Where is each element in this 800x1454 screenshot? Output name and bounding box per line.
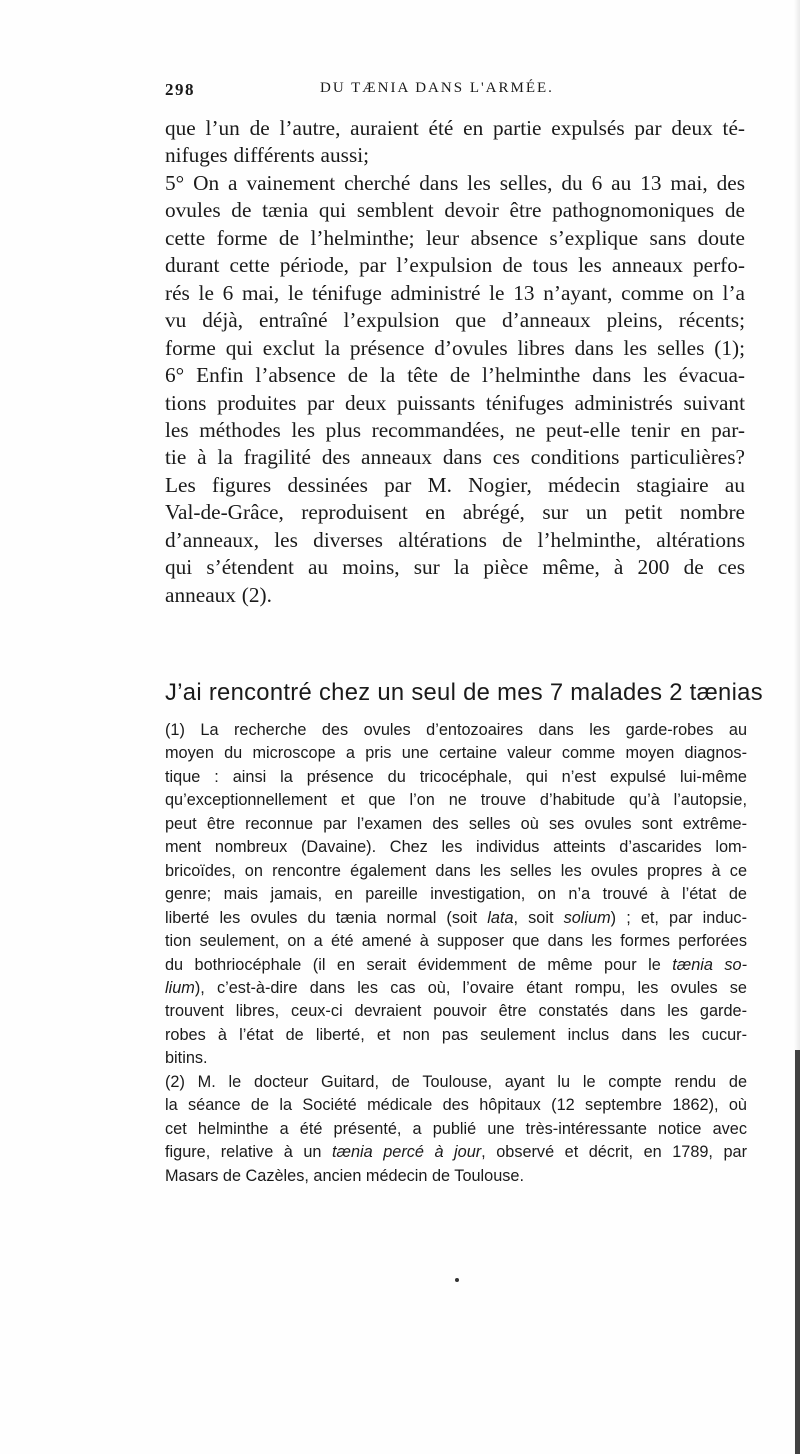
page-header xyxy=(165,80,745,102)
text-line: vu déjà, entraîné l’expulsion que d’anneaux pleins, récents; xyxy=(165,308,745,333)
text-line: tie à la fragilité des anneaux dans ces conditions particulières? xyxy=(165,445,745,470)
italic-term: lata xyxy=(487,908,514,927)
footnote-line: robes à l’état de liberté, et non pas seulement inclus dans les cucur- xyxy=(165,1025,747,1044)
footnote-line: genre; mais jamais, en pareille investigation, on n’a trouvé à l’état de xyxy=(165,885,747,904)
text-line: cette forme de l’helminthe; leur absence s’explique sans doute xyxy=(165,225,745,250)
text-line: ovules de tænia qui semblent devoir être pathognomoniques de xyxy=(165,198,745,223)
footnote-line: la séance de la Société médicale des hôpitaux (12 septembre 1862), où xyxy=(165,1096,747,1115)
footnote-line xyxy=(165,1141,747,1164)
italic-term: lium xyxy=(165,978,195,997)
main-text xyxy=(165,115,745,609)
footnote-fragment: , observé et décrit, en 1789, par xyxy=(481,1143,747,1162)
text-line: anneaux (2). xyxy=(165,582,272,607)
text-line: nifuges différents aussi; xyxy=(165,143,370,168)
text-line: rés le 6 mai, le ténifuge administré le 13 n’ayant, comme on l’a xyxy=(165,280,745,305)
footnote-line: tique : ainsi la présence du tricocéphale, qui n’est expulsé lui-même xyxy=(165,767,747,786)
footnote-fragment: ), c’est-à-dire dans les cas où, l’ovaire étant rompu, les ovules se xyxy=(194,978,747,997)
page-edge-dark xyxy=(795,1050,800,1454)
running-title: DU TÆNIA DANS L'ARMÉE. xyxy=(320,80,554,96)
text-line: Les figures dessinées par M. Nogier, médecin stagiaire au xyxy=(165,472,745,497)
text-line: qui s’étendent au moins, sur la pièce même, à 200 de ces xyxy=(165,555,745,580)
italic-term: tænia percé à jour xyxy=(331,1143,482,1162)
footnote-line: moyen du microscope a pris une certaine valeur comme moyen diagnos- xyxy=(165,744,747,763)
footnote-line: cet helminthe a été présenté, a publié une très-intéressante notice avec xyxy=(165,1119,747,1138)
footnote-line: bitins. xyxy=(165,1049,208,1068)
text-line: durant cette période, par l’expulsion de tous les anneaux perfo- xyxy=(165,253,745,278)
text-line: Val-de-Grâce, reproduisent en abrégé, sur un petit nombre xyxy=(165,500,745,525)
footnote-line: (2) M. le docteur Guitard, de Toulouse, ayant lu le compte rendu de xyxy=(165,1072,747,1091)
text-line: tions produites par deux puissants ténifuges administrés suivant xyxy=(165,390,745,415)
footnotes xyxy=(165,719,747,1188)
large-type-line: J’ai rencontré chez un seul de mes 7 malades 2 tænias xyxy=(165,679,763,706)
footnote-fragment: figure, relative à un xyxy=(165,1143,332,1162)
text-line: forme qui exclut la présence d’ovules libres dans les selles (1); xyxy=(165,335,745,360)
footnote-line: qu’exceptionnellement et que l’on ne trouve d’habitude qu’à l’autopsie, xyxy=(165,791,747,810)
footnote-line xyxy=(165,907,747,930)
italic-term: tænia so- xyxy=(672,955,747,974)
footnote-fragment: ) ; et, par induc- xyxy=(610,908,747,927)
text-line: d’anneaux, les diverses altérations de l’helminthe, altérations xyxy=(165,527,745,552)
italic-term: solium xyxy=(563,908,611,927)
footnote-line xyxy=(165,954,747,977)
footnote-line: peut être reconnue par l’examen des selles où ses ovules sont extrême- xyxy=(165,814,747,833)
footnote-line xyxy=(165,977,747,1000)
text-line: que l’un de l’autre, auraient été en partie expulsés par deux té- xyxy=(165,116,745,140)
footnote-line: tion seulement, on a été amené à supposer que dans les formes perforées xyxy=(165,932,747,951)
footnote-line: (1) La recherche des ovules d’entozoaires dans les garde-robes au xyxy=(165,721,747,739)
footnote-line: trouvent libres, ceux-ci devraient pouvoir être constatés dans les garde- xyxy=(165,1002,747,1021)
page-number: 298 xyxy=(165,80,195,99)
text-line: les méthodes les plus recommandées, ne peut-elle tenir en par- xyxy=(165,417,745,442)
footnote-fragment: , soit xyxy=(513,908,564,927)
footnote-line: bricoïdes, on rencontre également dans les selles les ovules propres à ce xyxy=(165,861,747,880)
text-line: 6° Enfin l’absence de la tête de l’helminthe dans les évacua- xyxy=(165,363,745,388)
footnote-line: ment nombreux (Davaine). Chez les individus atteints d’ascarides lom- xyxy=(165,838,747,857)
ink-speck xyxy=(455,1278,459,1282)
text-line: 5° On a vainement cherché dans les selles, du 6 au 13 mai, des xyxy=(165,170,745,195)
footnote-fragment: liberté les ovules du tænia normal (soit xyxy=(165,908,488,927)
footnote-fragment: du bothriocéphale (il en serait évidemment de même pour le xyxy=(165,955,673,974)
footnote-line: Masars de Cazèles, ancien médecin de Toulouse. xyxy=(165,1166,524,1185)
